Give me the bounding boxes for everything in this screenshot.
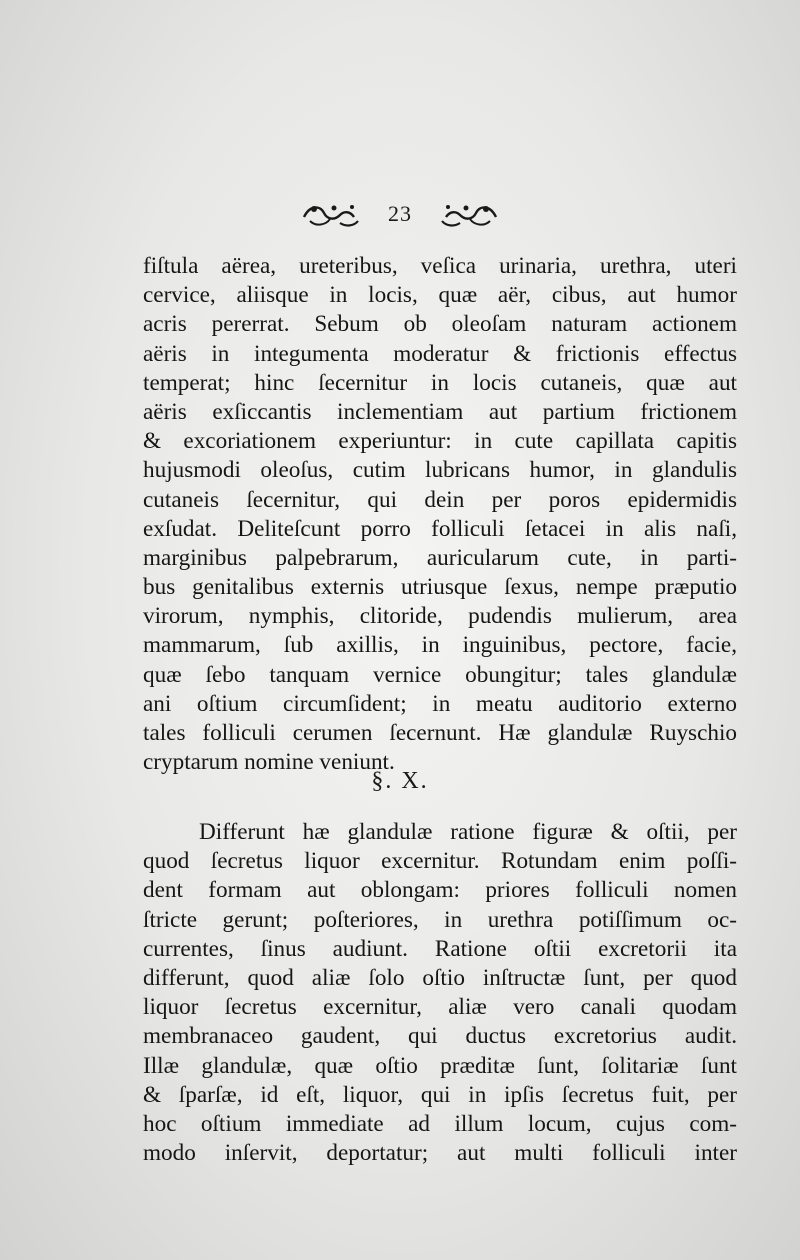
text-line: membranaceo gaudent, qui ductus excretorius audit.	[143, 1023, 737, 1050]
text-line: cryptarum nomine veniunt.	[143, 749, 395, 776]
text-line: aëris exſiccantis inclementiam aut partium frictionem	[143, 398, 737, 425]
text-line: virorum, nymphis, clitoride, pudendis mulierum, area	[143, 603, 737, 630]
text-line: tales folliculi cerumen ſecernunt. Hæ glandulæ Ruyschio	[143, 720, 737, 746]
text-line: exſudat. Deliteſcunt porro folliculi ſetacei in alis naſi,	[143, 515, 737, 542]
text-line: modo inſervit, deportatur; aut multi folliculi inter	[143, 1140, 737, 1167]
text-line: & excoriationem experiuntur: in cute capillata capitis	[143, 428, 737, 455]
text-line: dent formam aut oblongam: priores folliculi nomen	[143, 877, 737, 904]
text-line: cutaneis ſecernitur, qui dein per poros epidermidis	[143, 486, 737, 513]
text-line: cervice, aliisque in locis, quæ aër, cibus, aut humor	[143, 282, 737, 309]
text-line: currentes, ſinus audiunt. Ratione oſtii excretorii ita	[143, 935, 737, 962]
paragraph-2	[143, 818, 737, 1168]
text-line: marginibus palpebrarum, auricularum cute, in parti-	[143, 544, 737, 571]
text-line: fiſtula aërea, ureteribus, veſica urinaria, urethra, uteri	[143, 253, 737, 279]
page-number: 23	[388, 201, 412, 226]
text-line: temperat; hinc ſecernitur in locis cutaneis, quæ aut	[143, 369, 737, 396]
text-line: & ſparſæ, id eſt, liquor, qui in ipſis ſecretus fuit, per	[143, 1081, 737, 1108]
page-header	[0, 192, 800, 236]
text-line: aëris in integumenta moderatur & frictionis effectus	[143, 340, 737, 367]
text-line: mammarum, ſub axillis, in inguinibus, pectore, facie,	[143, 632, 737, 659]
text-line: Differunt hæ glandulæ ratione figuræ & oſtii, per	[199, 819, 737, 845]
text-line: differunt, quod aliæ ſolo oſtio inſtructæ ſunt, per quod	[143, 964, 737, 991]
text-line: liquor ſecretus excernitur, aliæ vero canali quodam	[143, 994, 737, 1021]
text-line: quod ſecretus liquor excernitur. Rotundam enim poſſi-	[143, 848, 737, 875]
text-line: hujusmodi oleoſus, cutim lubricans humor, in glandulis	[143, 457, 737, 484]
text-line: ſtricte gerunt; poſteriores, in urethra potiſſimum oc-	[143, 906, 737, 933]
fleuron-left-icon	[300, 199, 362, 229]
text-line: quæ ſebo tanquam vernice obungitur; tales glandulæ	[143, 661, 737, 688]
text-line: ani oſtium circumſident; in meatu auditorio externo	[143, 690, 737, 717]
text-line: bus genitalibus externis utriusque ſexus, nempe præputio	[143, 574, 737, 601]
text-line: Illæ glandulæ, quæ oſtio præditæ ſunt, ſolitariæ ſunt	[143, 1052, 737, 1079]
text-line: acris pererrat. Sebum ob oleoſam naturam actionem	[143, 311, 737, 338]
section-heading: §. X.	[371, 768, 429, 794]
text-line: hoc oſtium immediate ad illum locum, cujus com-	[143, 1110, 737, 1137]
fleuron-right-icon	[438, 199, 500, 229]
paragraph-1	[143, 252, 737, 777]
